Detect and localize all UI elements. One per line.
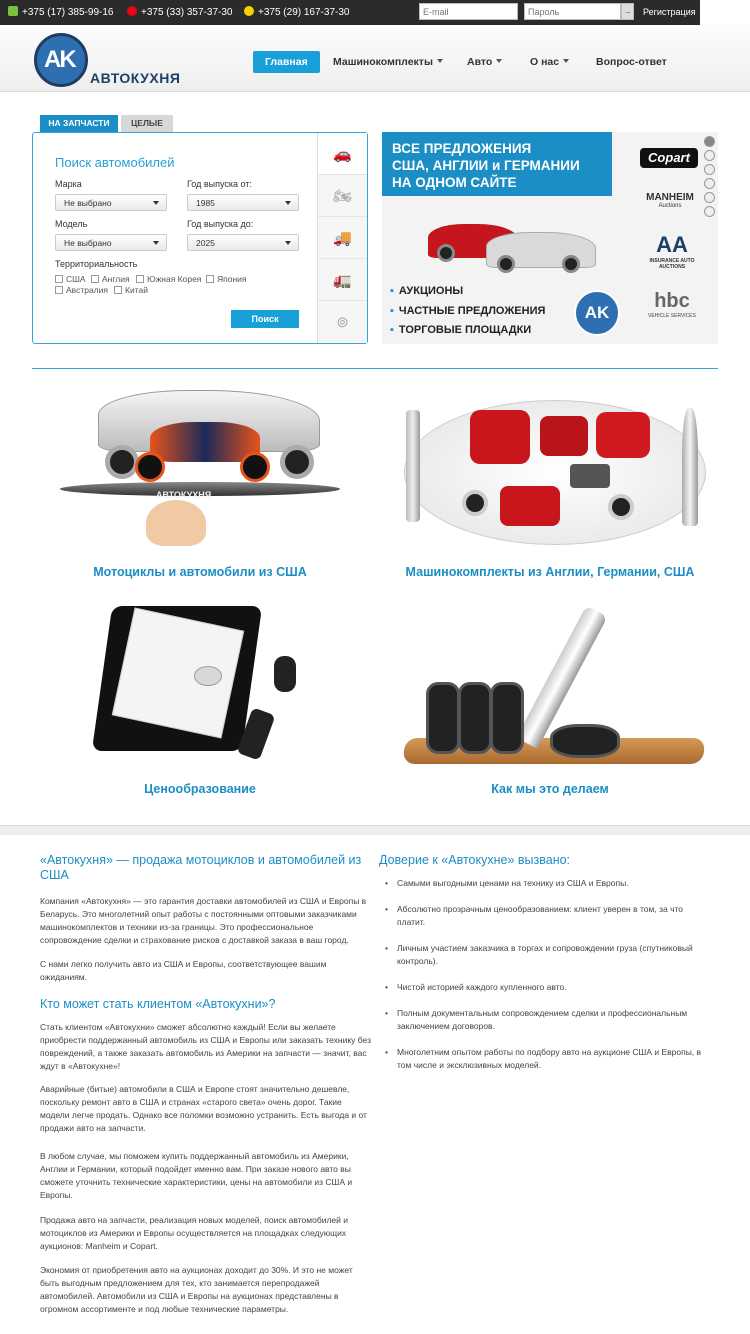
email-input[interactable] (419, 3, 518, 20)
nav-kits[interactable] (333, 56, 443, 68)
tile-image-kits[interactable] (400, 390, 710, 555)
banner-bullet: ▪ ЧАСТНЫЕ ПРЕДЛОЖЕНИЯ (390, 302, 545, 322)
trust-list (385, 877, 705, 1085)
tray-label: АВТОКУХНЯ (156, 490, 212, 500)
password-input[interactable] (524, 3, 621, 20)
wheel-icon[interactable]: ⊚ (336, 314, 349, 331)
chevron-down-icon (153, 201, 159, 205)
tile-caption-pricing[interactable]: Ценообразование (144, 782, 256, 796)
checkbox-label: США (66, 274, 86, 284)
about-p6: Продажа авто на запчасти, реализация новых моделей, поиск автомобилей и мотоциклов из Америки и Европы осуществляется на площадках следующих аукционов: Manheim и Copart. (40, 1215, 348, 1251)
wheel (462, 490, 488, 516)
login-button[interactable]: → (621, 3, 634, 20)
wheel (280, 445, 314, 479)
about-p3: Стать клиентом «Автокухни» сможет абсолютно каждый! Если вы желаете приобрести поддержанный автомобиль из США и Европы или заказать технику без повреждений, а также заказать автомобиль из Америки на запчасти — значит, вас ждут в «Автокухне»! (40, 1022, 371, 1071)
year-to-label: Год выпуска до: (187, 219, 254, 229)
checkbox-box[interactable] (136, 275, 144, 283)
wheel (608, 494, 634, 520)
car-part (596, 412, 650, 458)
hbc-text: hbc (654, 290, 690, 312)
slider-dot[interactable] (704, 136, 715, 147)
list-item: • Чистой историей каждого купленного авто. (385, 981, 705, 994)
knife-icon (682, 408, 698, 526)
tire (458, 682, 492, 754)
fork-icon (406, 410, 420, 522)
checkbox-label: Австралия (66, 285, 108, 295)
tire (426, 682, 460, 754)
phone-3 (244, 6, 349, 18)
logo-mark[interactable] (34, 33, 88, 87)
year-to-value: 2025 (196, 238, 215, 248)
tab-parts[interactable]: НА ЗАПЧАСТИ (40, 115, 118, 132)
promo-banner[interactable] (382, 132, 718, 344)
checkbox-label: Япония (217, 274, 247, 284)
checkbox-china[interactable] (114, 285, 148, 295)
checkbox-japan[interactable] (206, 274, 247, 284)
bill-shape (112, 608, 244, 739)
tab-whole[interactable]: ЦЕЛЫЕ (121, 115, 173, 132)
motorcycle-icon[interactable]: 🏍 (318, 175, 367, 217)
phone-2 (127, 6, 232, 18)
tow-truck-icon[interactable]: 🚛 (318, 259, 367, 301)
slider-dot[interactable] (704, 164, 715, 175)
nav-auto-label: Авто (467, 56, 493, 68)
tire (550, 724, 620, 758)
banner-bullets (390, 282, 545, 341)
checkbox-usa[interactable] (55, 274, 86, 284)
checkbox-korea[interactable] (136, 274, 201, 284)
vehicle-type-column (317, 133, 367, 343)
banner-line: США, АНГЛИИ и ГЕРМАНИИ (392, 158, 580, 173)
car-part (540, 416, 588, 456)
list-item: • Абсолютно прозрачным ценообразованием: клиент уверен в том, за что платит. (385, 903, 705, 929)
checkbox-label: Южная Корея (147, 274, 202, 284)
chevron-down-icon (153, 241, 159, 245)
list-item: • Многолетним опытом работы по подбору авто на аукционе США и Европы, в том числе и эксклюзивных моделей. (385, 1046, 705, 1072)
banner-bullet: ▪ ТОРГОВЫЕ ПЛОЩАДКИ (390, 321, 545, 341)
wheel (497, 255, 515, 273)
year-from-select[interactable] (187, 194, 299, 211)
about-p2: С нами легко получить авто из США и Европы, соответствующее вашим ожиданиям. (40, 959, 327, 982)
key-fob (274, 656, 296, 692)
make-value: Не выбрано (64, 198, 112, 208)
about-p4: Аварийные (битые) автомобили в США и Европе стоят значительно дешевле, поскольку ремонт авто в США и странах «старого света» очень дорог. Такие модели легче продать. Однако все поломки возможно устранить. Есть выгода и от продажи авто на запчасти. (40, 1084, 367, 1133)
logo-mark-text: AK (44, 46, 75, 73)
iaa-sub: INSURANCE AUTO AUCTIONS (649, 258, 695, 270)
chevron-down-icon (496, 59, 502, 63)
model-value: Не выбрано (64, 238, 112, 248)
phone-3-text: +375 (29) 167-37-30 (258, 7, 350, 18)
car-part (500, 486, 560, 526)
mts-icon (127, 6, 137, 16)
logo-text[interactable]: АВТОКУХНЯ (90, 70, 181, 86)
tile-image-pricing[interactable] (94, 602, 324, 772)
tile-image-process[interactable] (400, 602, 710, 772)
about-p5: В любом случае, мы поможем купить поддержанный автомобиль из Америки, Англии и Германии, который подойдет именно вам. При заказе нового авто вы сможете уточнить технические характеристики, цены на автомобили из США и Европы. (40, 1151, 353, 1200)
nav-home-label: Главная (265, 56, 308, 68)
checkbox-box[interactable] (55, 275, 63, 283)
wheel (105, 445, 139, 479)
checkbox-australia[interactable] (55, 285, 108, 295)
model-select[interactable] (55, 234, 167, 251)
make-label: Марка (55, 179, 82, 189)
make-select[interactable] (55, 194, 167, 211)
year-from-label: Год выпуска от: (187, 179, 252, 189)
who-title: Кто может стать клиентом «Автокухни»? (40, 997, 276, 1011)
tile-image-usa[interactable] (60, 390, 350, 560)
checkbox-box[interactable] (55, 286, 63, 294)
truck-icon[interactable]: 🚚 (318, 217, 367, 259)
hbc-sub: VEHICLE SERVICES (648, 313, 696, 319)
coins (194, 666, 222, 686)
slider-dot[interactable] (704, 192, 715, 203)
phone-1-text: +375 (17) 385-99-16 (22, 7, 114, 18)
iaa-text: AA (656, 232, 688, 257)
footer-separator (0, 825, 750, 835)
nav-about[interactable] (530, 56, 569, 68)
banner-headline (382, 132, 612, 196)
slider-dot[interactable] (704, 150, 715, 161)
manheim-sub: Auctions (658, 203, 682, 209)
tire (490, 682, 524, 754)
hbc-logo (644, 290, 700, 319)
checkbox-box[interactable] (206, 275, 214, 283)
manheim-text: MANHEIM (646, 192, 694, 203)
chevron-down-icon (285, 201, 291, 205)
nav-faq[interactable] (596, 56, 667, 68)
banner-line: НА ОДНОМ САЙТЕ (392, 175, 517, 190)
tile-caption-kits[interactable]: Машинокомплекты из Англии, Германии, США (405, 565, 695, 579)
section-divider (32, 368, 718, 369)
nav-auto[interactable] (467, 56, 502, 68)
wheel (437, 244, 455, 262)
site-header (0, 25, 750, 92)
banner-bullet: ▪ АУКЦИОНЫ (390, 282, 545, 302)
list-item: • Полным документальным сопровождением сделки и профессиональным заключением договоров. (385, 1007, 705, 1033)
nav-kits-label: Машинокомплекты (333, 56, 433, 68)
year-from-value: 1985 (196, 198, 215, 208)
manheim-logo (640, 192, 700, 209)
register-link[interactable]: Регистрация (643, 7, 696, 17)
wheel (240, 452, 270, 482)
search-panel (32, 132, 368, 344)
chevron-down-icon (285, 241, 291, 245)
phone-2-text: +375 (33) 357-37-30 (141, 7, 233, 18)
wheel (562, 255, 580, 273)
slider-dot[interactable] (704, 206, 715, 217)
checkbox-england[interactable] (91, 274, 130, 284)
banner-line: ВСЕ ПРЕДЛОЖЕНИЯ (392, 141, 532, 156)
about-p1: Компания «Автокухня» — это гарантия доставки автомобилей из США и Европы в Беларусь. Это многолетний опыт работы с постоянными оптовыми заказчиками машинокомплектов и техники из-за границы. Это профессиональное сопровождение сделки и страхование рисков с доставкой заказа в ваш город. (40, 896, 367, 945)
list-item: • Самыми выгодными ценами на технику из США и Европы. (385, 877, 705, 890)
model-label: Модель (55, 219, 88, 229)
iaa-logo (646, 232, 698, 270)
search-button[interactable]: Поиск (231, 310, 299, 328)
phone-1 (8, 6, 113, 18)
year-to-select[interactable] (187, 234, 299, 251)
checkbox-box[interactable] (114, 286, 122, 294)
copart-logo: Copart (640, 148, 698, 168)
tile-caption-process[interactable]: Как мы это делаем (491, 782, 609, 796)
top-bar (0, 0, 700, 25)
velcom-icon (244, 6, 254, 16)
checkbox-label: Китай (125, 285, 148, 295)
nav-home[interactable] (253, 51, 320, 73)
about-title: «Автокухня» — продажа мотоциклов и автомобилей из США (40, 853, 362, 882)
car-part (470, 410, 530, 464)
search-title: Поиск автомобилей (55, 155, 175, 170)
list-item: • Личным участием заказчика в торгах и сопровождении груза (спутниковый контроль). (385, 942, 705, 968)
checkbox-box[interactable] (91, 275, 99, 283)
trust-title: Доверие к «Автокухне» вызвано: (379, 853, 571, 867)
checkbox-label: Англия (102, 274, 130, 284)
nav-faq-label: Вопрос-ответ (596, 56, 667, 68)
engine-part (570, 464, 610, 488)
tile-caption-usa[interactable]: Мотоциклы и автомобили из США (93, 565, 307, 579)
car-icon[interactable]: 🚗 (318, 133, 367, 175)
ak-logo-icon: AK (574, 290, 620, 336)
chevron-down-icon (437, 59, 443, 63)
chevron-down-icon (563, 59, 569, 63)
phone-icon (8, 6, 18, 16)
slider-dot[interactable] (704, 178, 715, 189)
hand-shape (146, 500, 206, 546)
nav-about-label: О нас (530, 56, 560, 68)
about-p7: Экономия от приобретения авто на аукционах доходит до 30%. И это не может быть выгодным предложением для тех, кто занимается перепродажей автомобилей. Автомобили из США и Европы на аукционах представлены в огромном ассортименте и под любые технические параметры. (40, 1265, 353, 1314)
territory-label: Территориальность (55, 259, 138, 269)
wheel (135, 452, 165, 482)
